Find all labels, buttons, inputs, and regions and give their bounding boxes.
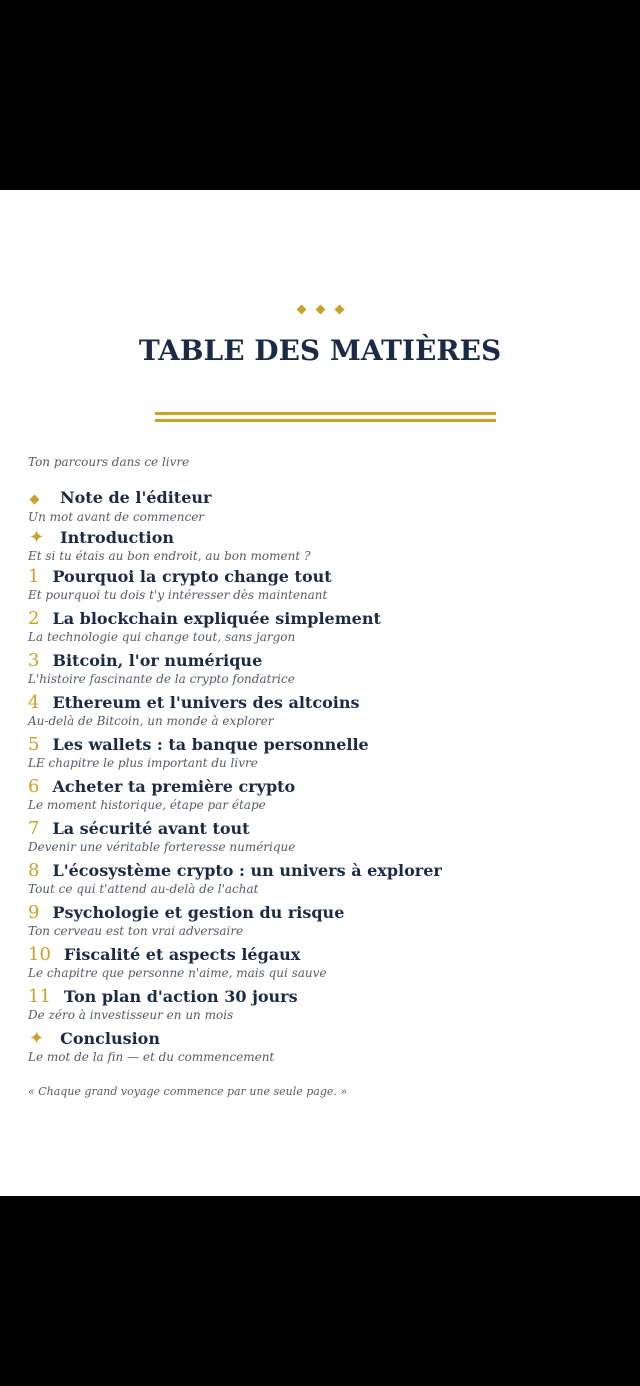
diamond-icon xyxy=(30,495,40,505)
toc-entry-heading xyxy=(28,488,618,512)
chapter-subtitle: Le moment historique, étape par étape xyxy=(28,798,266,812)
chapter-subtitle: De zéro à investisseur en un mois xyxy=(28,1008,234,1022)
chapter-number: 11 xyxy=(28,986,51,1007)
toc-entry-heading xyxy=(28,734,618,758)
chapter-number: 10 xyxy=(28,944,51,965)
chapter-subtitle: Le chapitre que personne n'aime, mais qui sauve xyxy=(28,966,327,980)
toc-entry[interactable] xyxy=(28,902,618,944)
toc-entry[interactable] xyxy=(28,944,618,986)
star-icon: ✦ xyxy=(29,527,45,548)
chapter-subtitle: Tout ce qui t'attend au-delà de l'achat xyxy=(28,882,259,896)
closing-quote: « Chaque grand voyage commence par une seule page. » xyxy=(28,1085,348,1098)
toc-entry[interactable] xyxy=(28,527,618,566)
chapter-number: 5 xyxy=(28,734,40,755)
toc-entry[interactable] xyxy=(28,986,618,1028)
document-page xyxy=(0,190,640,1196)
chapter-subtitle: Devenir une véritable forteresse numérique xyxy=(28,840,296,854)
toc-entry-heading xyxy=(28,860,618,884)
chapter-subtitle: Et pourquoi tu dois t'y intéresser dès maintenant xyxy=(28,588,328,602)
chapter-title: Ton plan d'action 30 jours xyxy=(63,987,298,1006)
toc-entry[interactable] xyxy=(28,488,618,527)
title-divider-bottom xyxy=(155,419,496,422)
chapter-number: 2 xyxy=(28,608,40,629)
toc-entry-heading xyxy=(28,776,618,800)
toc-entry-heading xyxy=(28,944,618,968)
table-of-contents xyxy=(28,488,618,1067)
chapter-title: Les wallets : ta banque personnelle xyxy=(52,735,369,754)
toc-entry-heading xyxy=(28,650,618,674)
toc-entry[interactable] xyxy=(28,776,618,818)
toc-entry-heading xyxy=(28,566,618,590)
toc-entry[interactable] xyxy=(28,566,618,608)
toc-entry-heading xyxy=(28,986,618,1010)
toc-entry-heading xyxy=(28,527,618,551)
chapter-title: Bitcoin, l'or numérique xyxy=(52,651,263,670)
chapter-title: L'écosystème crypto : un univers à explorer xyxy=(52,861,442,880)
toc-entry[interactable] xyxy=(28,818,618,860)
chapter-number: 9 xyxy=(28,902,40,923)
title-divider-top xyxy=(155,412,496,415)
diamond-icon xyxy=(296,305,306,315)
chapter-subtitle: La technologie qui change tout, sans jargon xyxy=(28,630,296,644)
chapter-title: La blockchain expliquée simplement xyxy=(52,609,381,628)
page-title: TABLE DES MATIÈRES xyxy=(138,334,502,367)
chapter-number: 7 xyxy=(28,818,40,839)
chapter-title: Conclusion xyxy=(60,1029,160,1048)
toc-entry-heading xyxy=(28,902,618,926)
chapter-title: Psychologie et gestion du risque xyxy=(52,903,345,922)
chapter-title: Acheter ta première crypto xyxy=(52,777,296,796)
chapter-subtitle: Au-delà de Bitcoin, un monde à explorer xyxy=(28,714,274,728)
chapter-number: 6 xyxy=(28,776,40,797)
chapter-number: 4 xyxy=(28,692,40,713)
chapter-title: Note de l'éditeur xyxy=(60,488,212,507)
toc-entry[interactable] xyxy=(28,1028,618,1067)
chapter-number: 8 xyxy=(28,860,40,881)
chapter-title: Ethereum et l'univers des altcoins xyxy=(52,693,360,712)
toc-entry-heading xyxy=(28,1028,618,1052)
chapter-title: Pourquoi la crypto change tout xyxy=(52,567,332,586)
page-subtitle: Ton parcours dans ce livre xyxy=(28,455,190,469)
chapter-number: 3 xyxy=(28,650,40,671)
toc-entry[interactable] xyxy=(28,650,618,692)
diamond-icon xyxy=(315,305,325,315)
toc-entry-heading xyxy=(28,692,618,716)
toc-entry-heading xyxy=(28,818,618,842)
star-icon: ✦ xyxy=(29,1028,45,1049)
diamond-icon xyxy=(334,305,344,315)
chapter-title: La sécurité avant tout xyxy=(52,819,250,838)
toc-entry-heading xyxy=(28,608,618,632)
toc-entry[interactable] xyxy=(28,608,618,650)
chapter-subtitle: LE chapitre le plus important du livre xyxy=(28,756,258,770)
toc-entry[interactable] xyxy=(28,734,618,776)
chapter-title: Fiscalité et aspects légaux xyxy=(63,945,301,964)
ornament-diamonds xyxy=(0,303,640,317)
toc-entry[interactable] xyxy=(28,692,618,734)
chapter-subtitle: Et si tu étais au bon endroit, au bon moment ? xyxy=(28,549,311,563)
chapter-subtitle: L'histoire fascinante de la crypto fondatrice xyxy=(28,672,295,686)
chapter-subtitle: Un mot avant de commencer xyxy=(28,510,205,524)
chapter-subtitle: Le mot de la fin — et du commencement xyxy=(28,1050,275,1064)
chapter-number: 1 xyxy=(28,566,40,587)
chapter-title: Introduction xyxy=(60,528,175,547)
chapter-subtitle: Ton cerveau est ton vrai adversaire xyxy=(28,924,244,938)
toc-entry[interactable] xyxy=(28,860,618,902)
